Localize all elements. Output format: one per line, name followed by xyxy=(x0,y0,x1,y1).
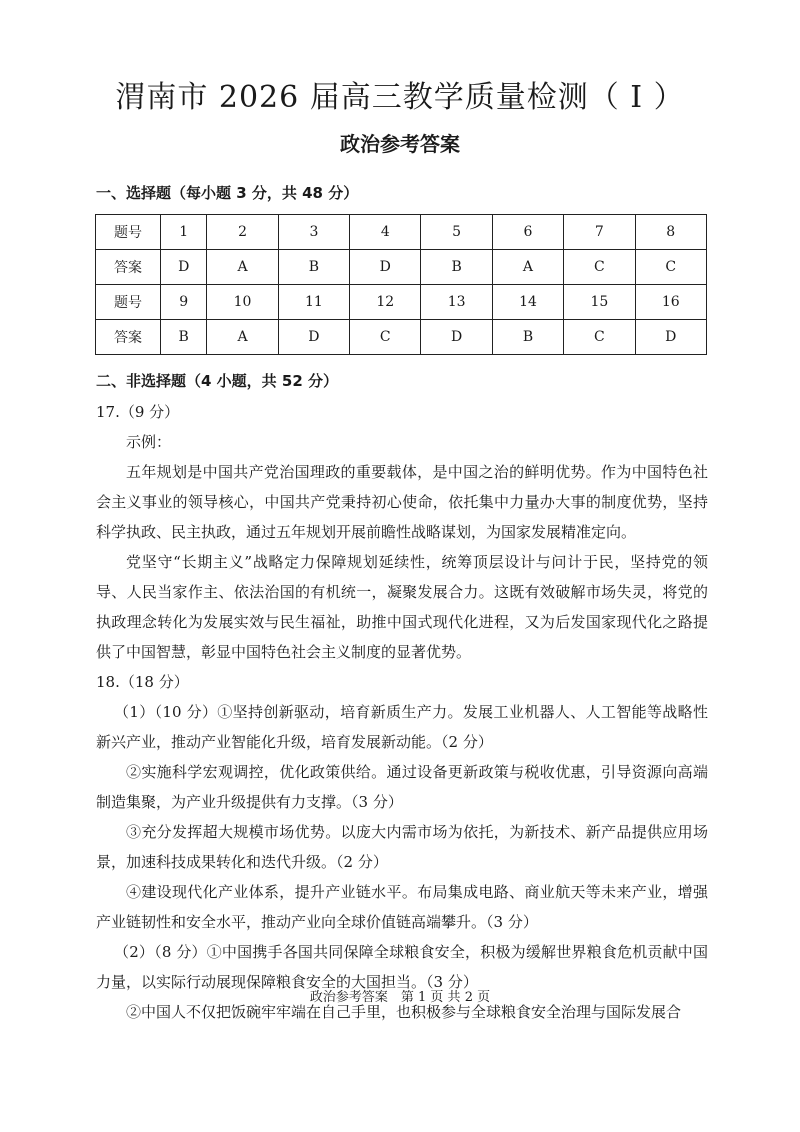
table-cell: 6 xyxy=(492,215,563,250)
table-cell: 5 xyxy=(421,215,492,250)
table-cell: 16 xyxy=(635,285,706,320)
q18-part2-point2: ②中国人不仅把饭碗牢牢端在自己手里，也积极参与全球粮食安全治理与国际发展合 xyxy=(126,1003,682,1021)
table-cell: A xyxy=(207,250,278,285)
table-cell: C xyxy=(350,320,421,355)
table-cell: D xyxy=(350,250,421,285)
page-title: 渭南市 2026 届高三教学质量检测（ Ⅰ ） xyxy=(115,80,685,115)
q18-part2-point1: （2）（8 分）①中国携手各国共同保障全球粮食安全，积极为缓解世界粮食危机贡献中国力量，以实际行动展现保障粮食安全的大国担当。（3 分） xyxy=(96,943,708,991)
q18-part1-point3: ③充分发挥超大规模市场优势。以庞大内需市场为依托，为新技术、新产品提供应用场景，加速科技成果转化和迭代升级。（2 分） xyxy=(96,823,708,871)
row-label: 答案 xyxy=(96,320,161,355)
table-cell: 9 xyxy=(161,285,207,320)
section2-heading: 二、非选择题（4 小题，共 52 分） xyxy=(96,372,338,390)
table-row xyxy=(96,285,707,320)
table-cell: C xyxy=(564,250,635,285)
table-cell: 14 xyxy=(492,285,563,320)
table-cell: 15 xyxy=(564,285,635,320)
table-cell: B xyxy=(421,250,492,285)
answer-body xyxy=(96,397,708,1027)
q18-part1-point2: ②实施科学宏观调控，优化政策供给。通过设备更新政策与税收优惠，引导资源向高端制造集聚，为产业升级提供有力支撑。（3 分） xyxy=(96,763,708,811)
table-cell: D xyxy=(161,250,207,285)
q17-label: 17.（9 分） xyxy=(96,403,180,421)
table-cell: 4 xyxy=(350,215,421,250)
q17-paragraph-1: 五年规划是中国共产党治国理政的重要载体，是中国之治的鲜明优势。作为中国特色社会主义事业的领导核心，中国共产党秉持初心使命，依托集中力量办大事的制度优势，坚持科学执政、民主执政，通过五年规划开展前瞻性战略谋划，为国家发展精准定向。 xyxy=(96,463,708,541)
table-row xyxy=(96,215,707,250)
table-row xyxy=(96,320,707,355)
table-cell: 8 xyxy=(635,215,706,250)
table-cell: 12 xyxy=(350,285,421,320)
table-cell: 11 xyxy=(278,285,349,320)
table-cell: 3 xyxy=(278,215,349,250)
row-label: 题号 xyxy=(96,285,161,320)
table-cell: C xyxy=(635,250,706,285)
table-cell: D xyxy=(278,320,349,355)
section1-heading: 一、选择题（每小题 3 分，共 48 分） xyxy=(96,184,359,202)
table-cell: C xyxy=(564,320,635,355)
q17-paragraph-2: 党坚守“长期主义”战略定力保障规划延续性，统筹顶层设计与问计于民，坚持党的领导、人民当家作主、依法治国的有机统一，凝聚发展合力。这既有效破解市场失灵，将党的执政理念转化为发展实效与民生福祉，助推中国式现代化进程，又为后发国家现代化之路提供了中国智慧，彰显中国特色社会主义制度的显著优势。 xyxy=(96,553,708,661)
table-cell: D xyxy=(635,320,706,355)
table-row xyxy=(96,250,707,285)
q18-part1-point4: ④建设现代化产业体系，提升产业链水平。布局集成电路、商业航天等未来产业，增强产业链韧性和安全水平，推动产业向全球价值链高端攀升。（3 分） xyxy=(96,883,708,931)
row-label: 答案 xyxy=(96,250,161,285)
table-cell: D xyxy=(421,320,492,355)
table-cell: 10 xyxy=(207,285,278,320)
table-cell: 2 xyxy=(207,215,278,250)
q18-part1-point1: （1）（10 分）①坚持创新驱动，培育新质生产力。发展工业机器人、人工智能等战略性新兴产业，推动产业智能化升级，培育发展新动能。（2 分） xyxy=(96,703,708,751)
table-cell: A xyxy=(207,320,278,355)
table-cell: A xyxy=(492,250,563,285)
table-cell: 7 xyxy=(564,215,635,250)
page-subtitle: 政治参考答案 xyxy=(340,132,460,156)
table-cell: B xyxy=(161,320,207,355)
page-footer: 政治参考答案 第 1 页 共 2 页 xyxy=(309,990,491,1005)
table-cell: 13 xyxy=(421,285,492,320)
table-cell: 1 xyxy=(161,215,207,250)
q18-label: 18.（18 分） xyxy=(96,673,189,691)
answer-table xyxy=(95,214,707,355)
q17-example-label: 示例： xyxy=(126,433,172,451)
table-cell: B xyxy=(492,320,563,355)
row-label: 题号 xyxy=(96,215,161,250)
table-cell: B xyxy=(278,250,349,285)
